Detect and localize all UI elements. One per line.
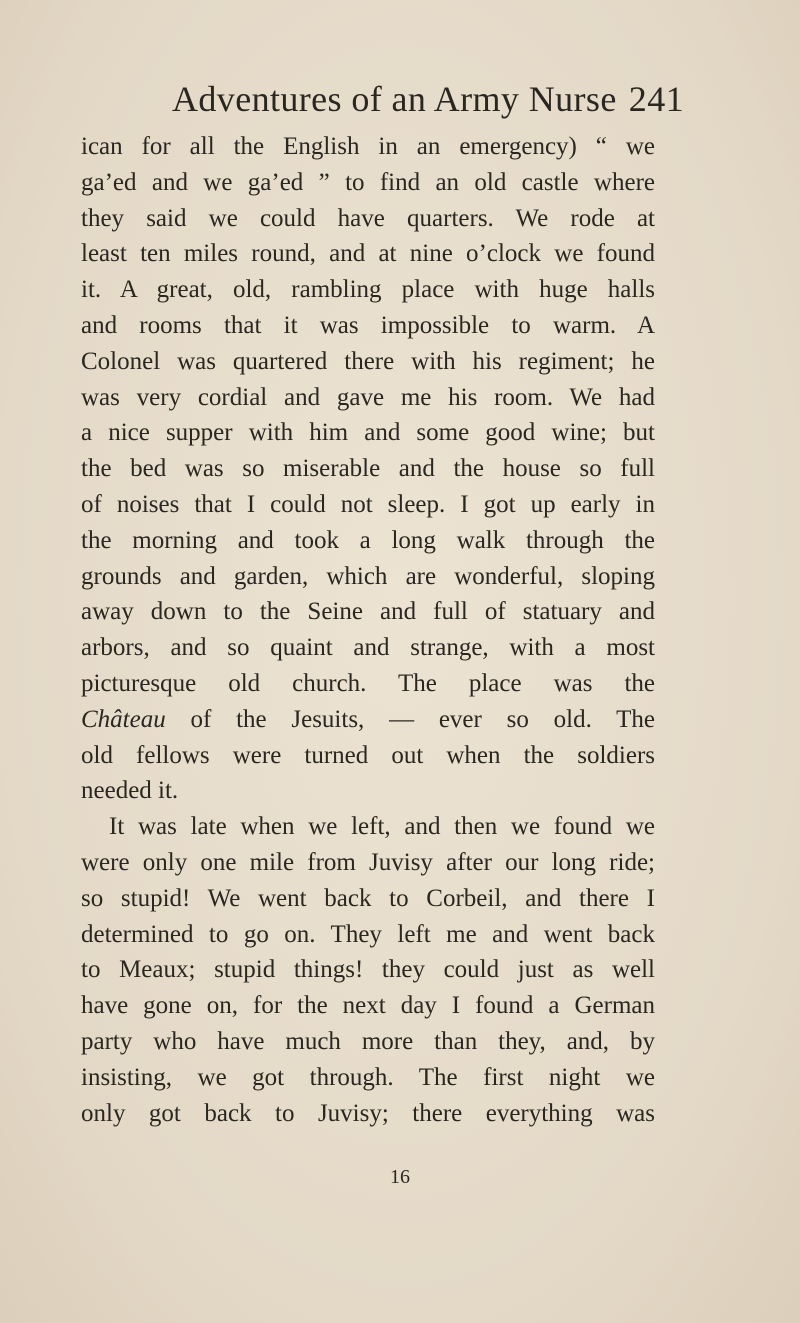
text-line: the morning and took a long walk through the: [81, 526, 655, 554]
text-line: picturesque old church. The place was the: [81, 669, 655, 697]
text-line: Colonel was quartered there with his regiment; he: [81, 347, 655, 375]
text-line: were only one mile from Juvisy after our long ride;: [81, 848, 655, 876]
paragraph-2: [81, 809, 655, 1131]
text-line: least ten miles round, and at nine o’clock we found: [81, 240, 655, 268]
text-line: so stupid! We went back to Corbeil, and there I: [81, 884, 655, 912]
body-text: [81, 129, 655, 1131]
text-line: have gone on, for the next day I found a German: [81, 992, 655, 1020]
page-number: 241: [628, 79, 684, 119]
text-line: the bed was so miserable and the house so full: [81, 455, 655, 483]
text-line: It was late when we left, and then we found we: [109, 813, 655, 841]
text-line: arbors, and so quaint and strange, with a most: [81, 634, 655, 662]
text-line: only got back to Juvisy; there everything was: [81, 1099, 655, 1127]
text-line: determined to go on. They left me and went back: [81, 920, 655, 948]
paragraph-1: [81, 129, 655, 809]
text-line: away down to the Seine and full of statuary and: [81, 598, 655, 626]
text-line: of noises that I could not sleep. I got up early in: [81, 490, 655, 518]
signature-mark: 16: [390, 1166, 410, 1188]
text-line: to Meaux; stupid things! they could just as well: [81, 956, 655, 984]
text-line: Château of the Jesuits, — ever so old. The: [81, 705, 655, 733]
text-line: and rooms that it was impossible to warm. A: [81, 311, 655, 339]
text-line: insisting, we got through. The first night we: [81, 1063, 655, 1091]
text-line: a nice supper with him and some good wine; but: [81, 419, 655, 447]
running-head: [172, 70, 684, 120]
text-line: ga’ed and we ga’ed ” to find an old castle where: [81, 168, 655, 196]
running-head-title: Adventures of an Army Nurse: [172, 79, 617, 119]
text-line: it. A great, old, rambling place with huge halls: [81, 276, 655, 304]
text-line: grounds and garden, which are wonderful, sloping: [81, 562, 655, 590]
text-line: was very cordial and gave me his room. We had: [81, 383, 655, 411]
text-line: party who have much more than they, and, by: [81, 1027, 655, 1055]
text-line: old fellows were turned out when the soldiers: [81, 741, 655, 769]
text-line: ican for all the English in an emergency) “ we: [81, 133, 655, 160]
text-line: needed it.: [81, 777, 179, 805]
text-line: they said we could have quarters. We rode at: [81, 204, 655, 232]
